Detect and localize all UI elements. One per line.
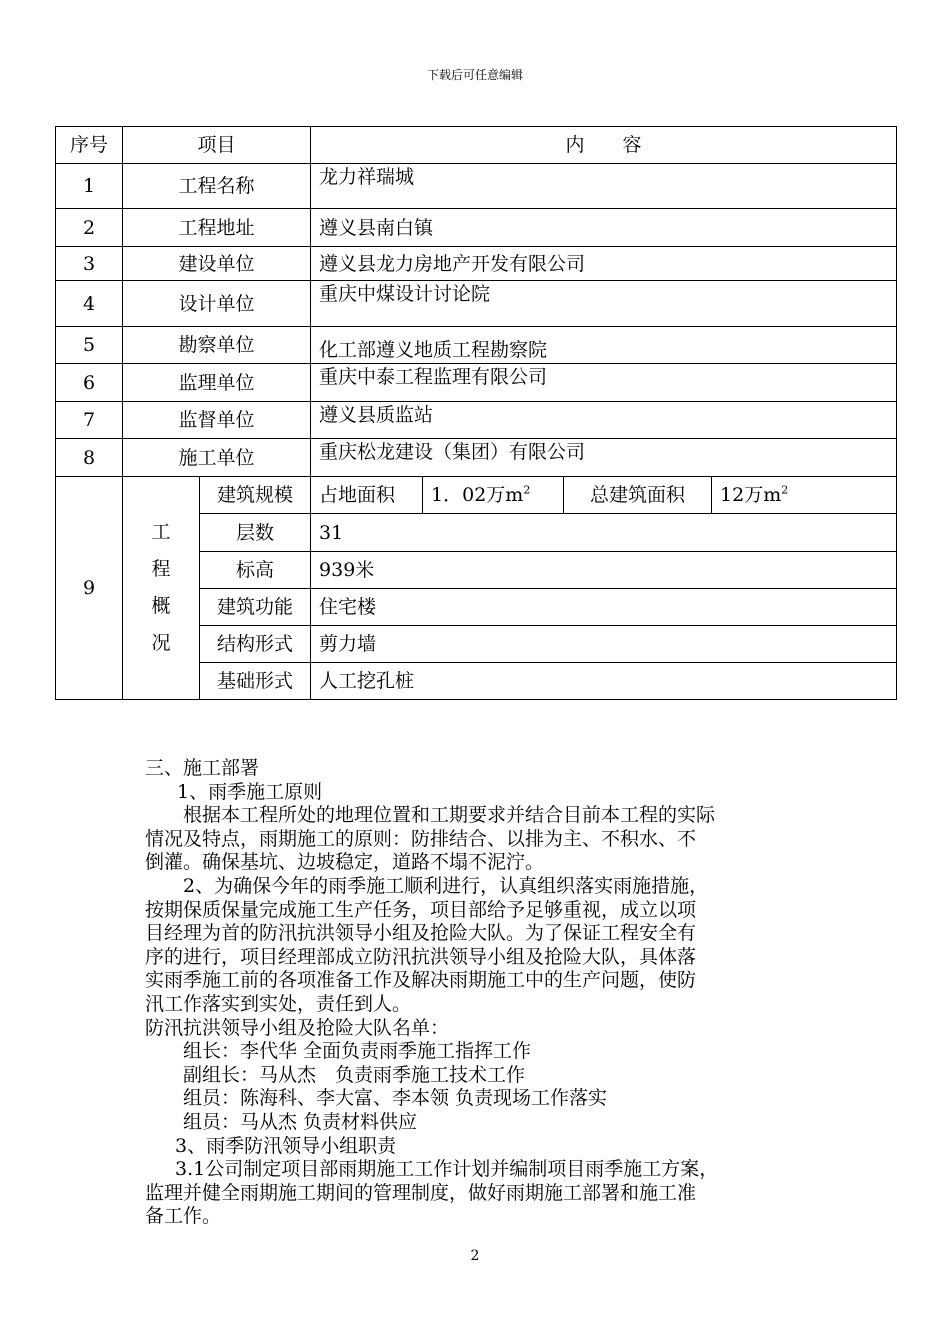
overview-group-label [123, 477, 200, 700]
subsection-heading: 1、雨季施工原则 [177, 780, 323, 803]
row-content: 遵义县龙力房地产开发有限公司 [311, 247, 897, 281]
paragraph-line: 实雨季施工前的各项准备工作及解决雨期施工中的生产问题，使防 [145, 969, 697, 992]
row-no: 1 [56, 164, 123, 209]
overview-value: 939米 [311, 552, 897, 589]
table-row [56, 281, 897, 327]
paragraph-line: 按期保质保量完成施工生产任务，项目部给予足够重视，成立以项 [145, 898, 697, 921]
row-item: 建设单位 [123, 247, 311, 281]
paragraph-line: 汛工作落实到实处，责任到人。 [145, 992, 412, 1015]
row-content: 化工部遵义地质工程勘察院 [311, 327, 897, 364]
row-no: 7 [56, 402, 123, 439]
table-row [56, 247, 897, 281]
table-row [56, 327, 897, 364]
land-area-value: 1．02万m [431, 484, 524, 506]
row-item: 监督单位 [123, 402, 311, 439]
table-header-row [56, 127, 897, 164]
overview-label: 层数 [200, 514, 311, 552]
subsection-heading: 3、雨季防汛领导小组职责 [175, 1134, 397, 1157]
row-item: 监理单位 [123, 364, 311, 402]
row-item: 勘察单位 [123, 327, 311, 364]
project-info-table [55, 126, 897, 700]
paragraph-line: 倒灌。确保基坑、边坡稳定，道路不塌不泥泞。 [145, 851, 545, 874]
overview-label: 结构形式 [200, 626, 311, 663]
overview-char: 况 [151, 632, 171, 654]
table-row [56, 364, 897, 402]
row-no: 8 [56, 439, 123, 477]
paragraph-line: 2、为确保今年的雨季施工顺利进行，认真组织落实雨施措施， [183, 874, 709, 897]
overview-char: 程 [151, 558, 171, 580]
overview-label: 标高 [200, 552, 311, 589]
row-no: 4 [56, 281, 123, 327]
row-content: 重庆中泰工程监理有限公司 [311, 364, 897, 402]
total-area-unit-sup: 2 [781, 483, 789, 497]
paragraph-line: 根据本工程所处的地理位置和工期要求并结合目前本工程的实际 [183, 804, 716, 827]
list-item: 组长：李代华 全面负责雨季施工指挥工作 [183, 1040, 532, 1063]
row-content: 遵义县南白镇 [311, 209, 897, 247]
total-area-value-cell [712, 477, 897, 514]
list-item: 副组长：马从杰 负责雨季施工技术工作 [183, 1063, 526, 1086]
paragraph-line: 备工作。 [145, 1205, 222, 1228]
overview-no: 9 [56, 477, 123, 700]
list-heading: 防汛抗洪领导小组及抢险大队名单： [145, 1016, 450, 1039]
list-item: 组员：马从杰 负责材料供应 [183, 1110, 418, 1133]
table-row [56, 439, 897, 477]
overview-value: 31 [311, 514, 897, 552]
row-content: 重庆松龙建设（集团）有限公司 [311, 439, 897, 477]
row-no: 2 [56, 209, 123, 247]
overview-char: 概 [151, 595, 171, 617]
page-header: 下载后可任意编辑 [426, 68, 523, 82]
land-area-value-cell [423, 477, 564, 514]
row-item: 施工单位 [123, 439, 311, 477]
header-item: 项目 [123, 127, 311, 164]
row-no: 3 [56, 247, 123, 281]
total-area-label: 总建筑面积 [564, 477, 712, 514]
paragraph-line: 目经理为首的防汛抗洪领导小组及抢险大队。为了保证工程安全有 [145, 922, 697, 945]
overview-label: 基础形式 [200, 663, 311, 700]
table-row [56, 164, 897, 209]
paragraph-line: 监理并健全雨期施工期间的管理制度，做好雨期施工部署和施工准 [145, 1181, 697, 1204]
paragraph-line: 序的进行，项目经理部成立防汛抗洪领导小组及抢险大队，具体落 [145, 945, 697, 968]
overview-label: 建筑功能 [200, 589, 311, 626]
table-row [56, 209, 897, 247]
row-content: 龙力祥瑞城 [311, 164, 897, 209]
overview-value: 剪力墙 [311, 626, 897, 663]
header-content: 内 容 [311, 127, 897, 164]
row-no: 6 [56, 364, 123, 402]
section-heading: 三、施工部署 [145, 757, 260, 779]
row-no: 5 [56, 327, 123, 364]
scale-label: 建筑规模 [200, 477, 311, 514]
row-content: 重庆中煤设计讨论院 [311, 281, 897, 327]
overview-value: 住宅楼 [311, 589, 897, 626]
overview-value: 人工挖孔桩 [311, 663, 897, 700]
land-area-label: 占地面积 [311, 477, 423, 514]
row-item: 工程名称 [123, 164, 311, 209]
overview-char: 工 [151, 521, 171, 543]
table-row [56, 402, 897, 439]
total-area-value: 12万m [720, 484, 782, 506]
body-text [145, 757, 825, 1229]
header-no: 序号 [56, 127, 123, 164]
paragraph-line: 3.1公司制定项目部雨期施工工作计划并编制项目雨季施工方案， [175, 1158, 719, 1181]
overview-row [56, 477, 897, 514]
paragraph-line: 情况及特点，雨期施工的原则：防排结合、以排为主、不积水、不 [145, 827, 697, 850]
list-item: 组员：陈海科、李大富、李本领 负责现场工作落实 [183, 1087, 608, 1110]
land-area-unit-sup: 2 [523, 483, 531, 497]
row-content: 遵义县质监站 [311, 402, 897, 439]
page-number: 2 [470, 1248, 480, 1264]
row-item: 工程地址 [123, 209, 311, 247]
row-item: 设计单位 [123, 281, 311, 327]
